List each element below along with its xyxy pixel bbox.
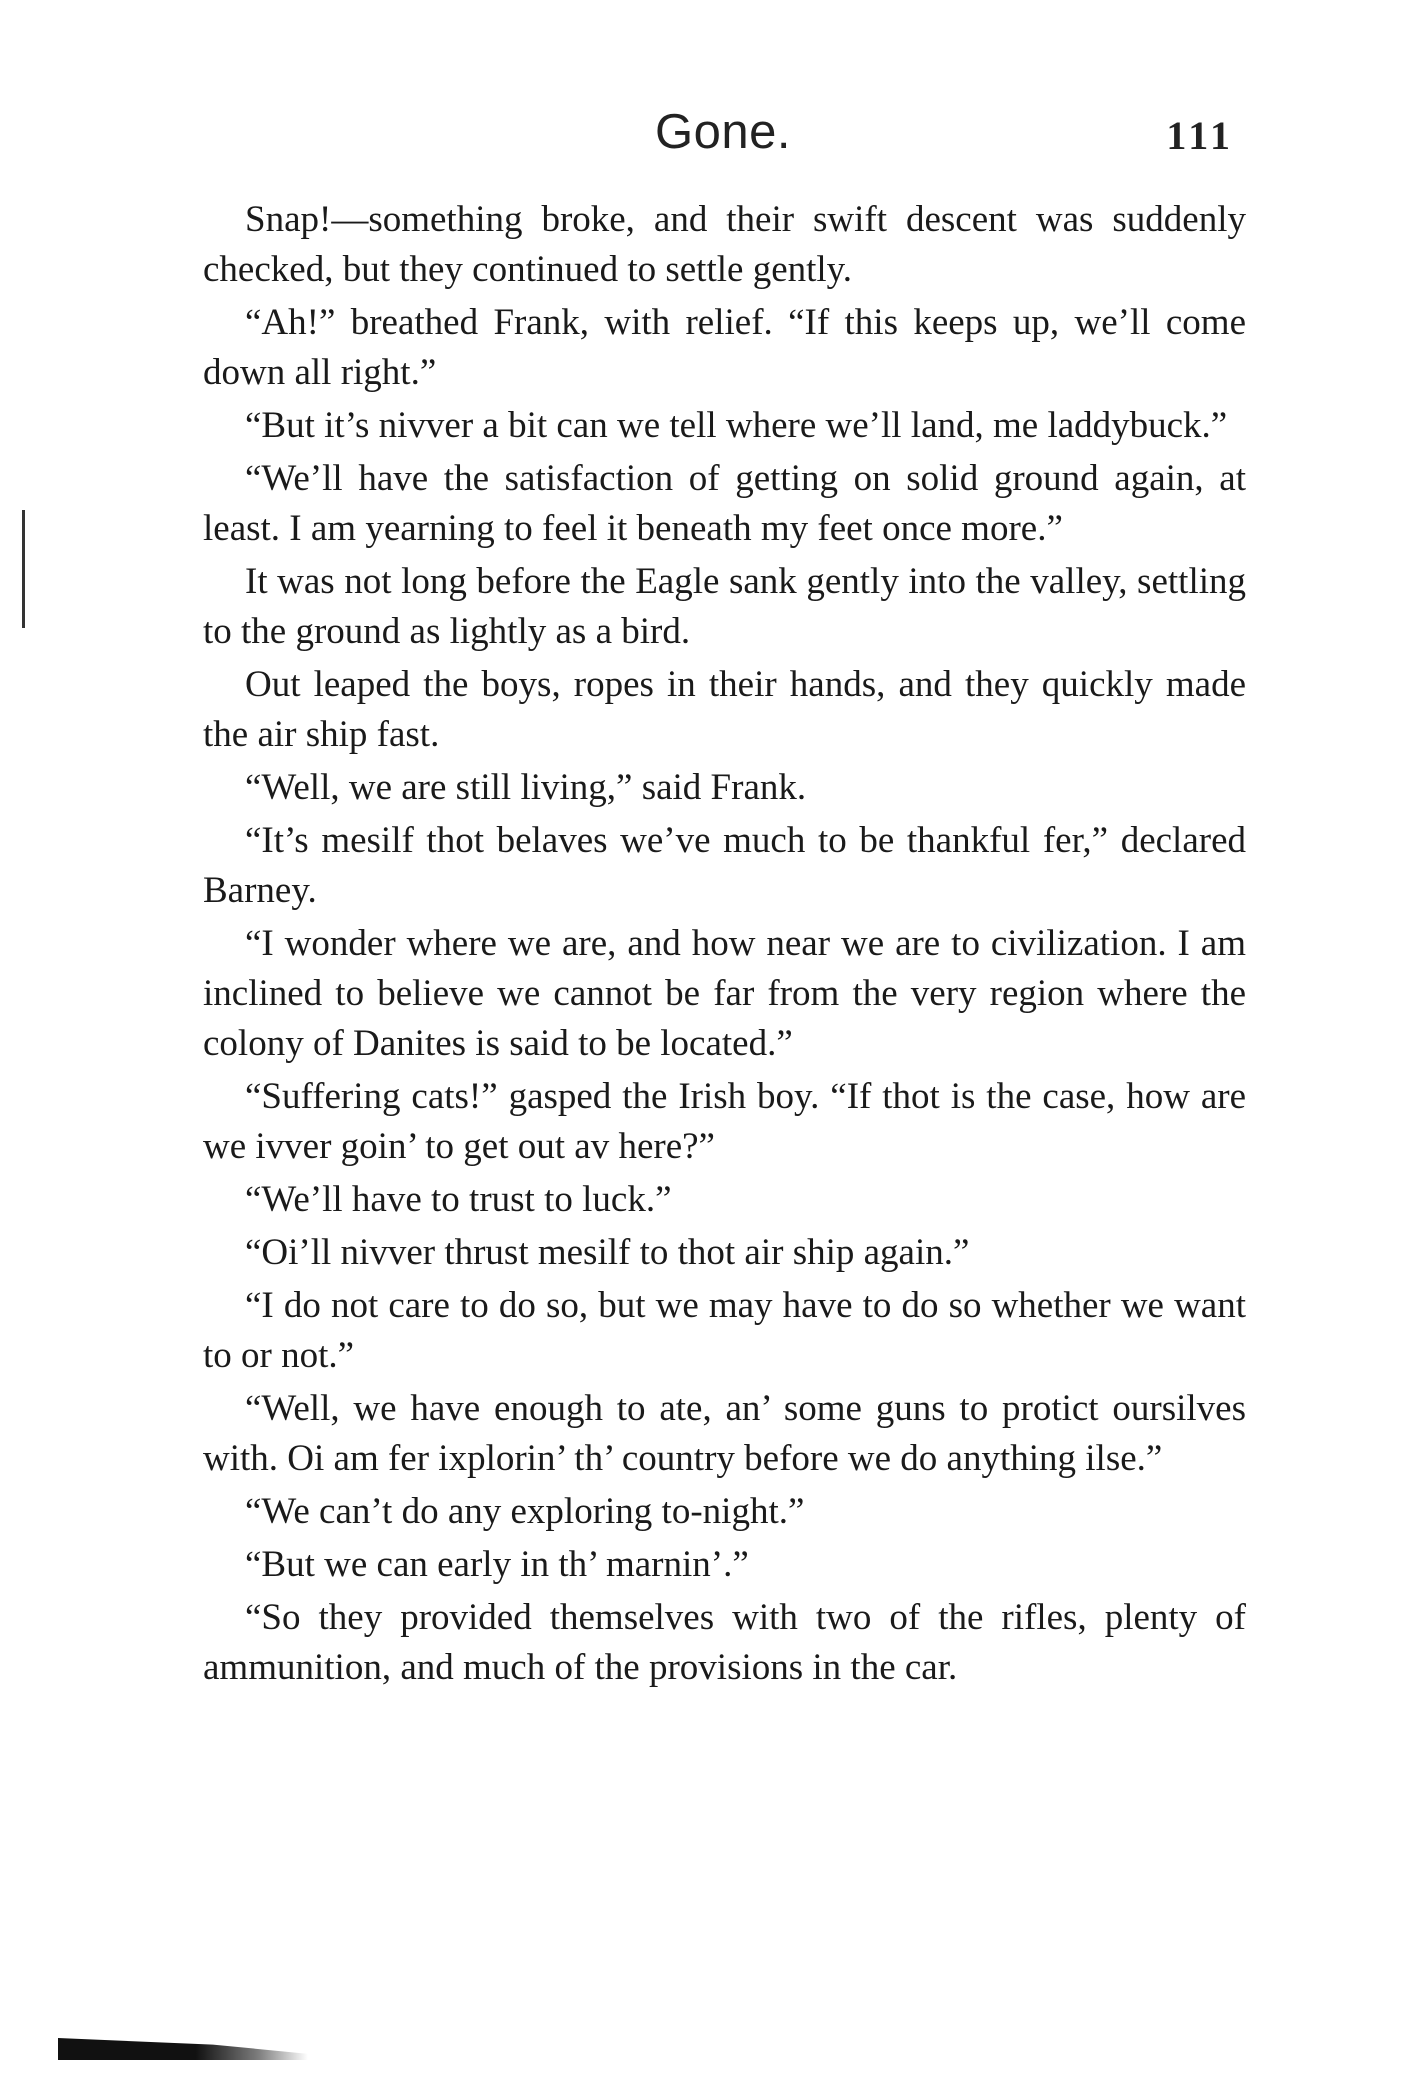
paragraph: “It’s mesilf thot belaves we’ve much to be thankful fer,” declared Barney. [203, 820, 1246, 911]
ink-smudge [58, 2038, 308, 2060]
paragraph: “Suffering cats!” gasped the Irish boy. “If thot is the case, how are we ivver goin’ to get out av here?” [203, 1076, 1246, 1167]
running-title: Gone. [655, 105, 791, 159]
paragraph: “Well, we have enough to ate, an’ some guns to protict oursilves with. Oi am fer ixplorin’ th’ country before we do anything ilse.” [203, 1388, 1246, 1479]
paragraph: “We’ll have the satisfaction of getting on solid ground again, at least. I am yearning to feel it beneath my feet once more.” [203, 458, 1246, 549]
margin-binding-mark [22, 510, 25, 628]
paragraph: “We can’t do any exploring to-night.” [245, 1491, 805, 1532]
paragraph: It was not long before the Eagle sank gently into the valley, settling to the ground as lightly as a bird. [203, 561, 1246, 652]
paragraph: Out leaped the boys, ropes in their hands, and they quickly made the air ship fast. [203, 664, 1246, 755]
paragraph: “I do not care to do so, but we may have to do so whether we want to or not.” [203, 1285, 1246, 1376]
paragraph: “I wonder where we are, and how near we are to civilization. I am inclined to believe we cannot be far from the very region where the colony of Danites is said to be located.” [203, 923, 1246, 1064]
paragraph: “Ah!” breathed Frank, with relief. “If this keeps up, we’ll come down all right.” [203, 302, 1246, 393]
paragraph: “But it’s nivver a bit can we tell where we’ll land, me laddybuck.” [245, 405, 1228, 446]
paragraph: “Well, we are still living,” said Frank. [245, 767, 807, 808]
page-number: 111 [1166, 113, 1234, 158]
paragraph: “So they provided themselves with two of the rifles, plenty of ammunition, and much of the provisions in the car. [203, 1597, 1246, 1688]
paragraph: Snap!—something broke, and their swift descent was suddenly checked, but they continued to settle gently. [203, 199, 1246, 290]
page-header [200, 104, 1246, 174]
paragraph: “We’ll have to trust to luck.” [245, 1179, 672, 1220]
paragraph: “But we can early in th’ marnin’.” [245, 1544, 749, 1585]
paragraph: “Oi’ll nivver thrust mesilf to thot air ship again.” [245, 1232, 970, 1273]
body-text [203, 195, 1246, 1693]
